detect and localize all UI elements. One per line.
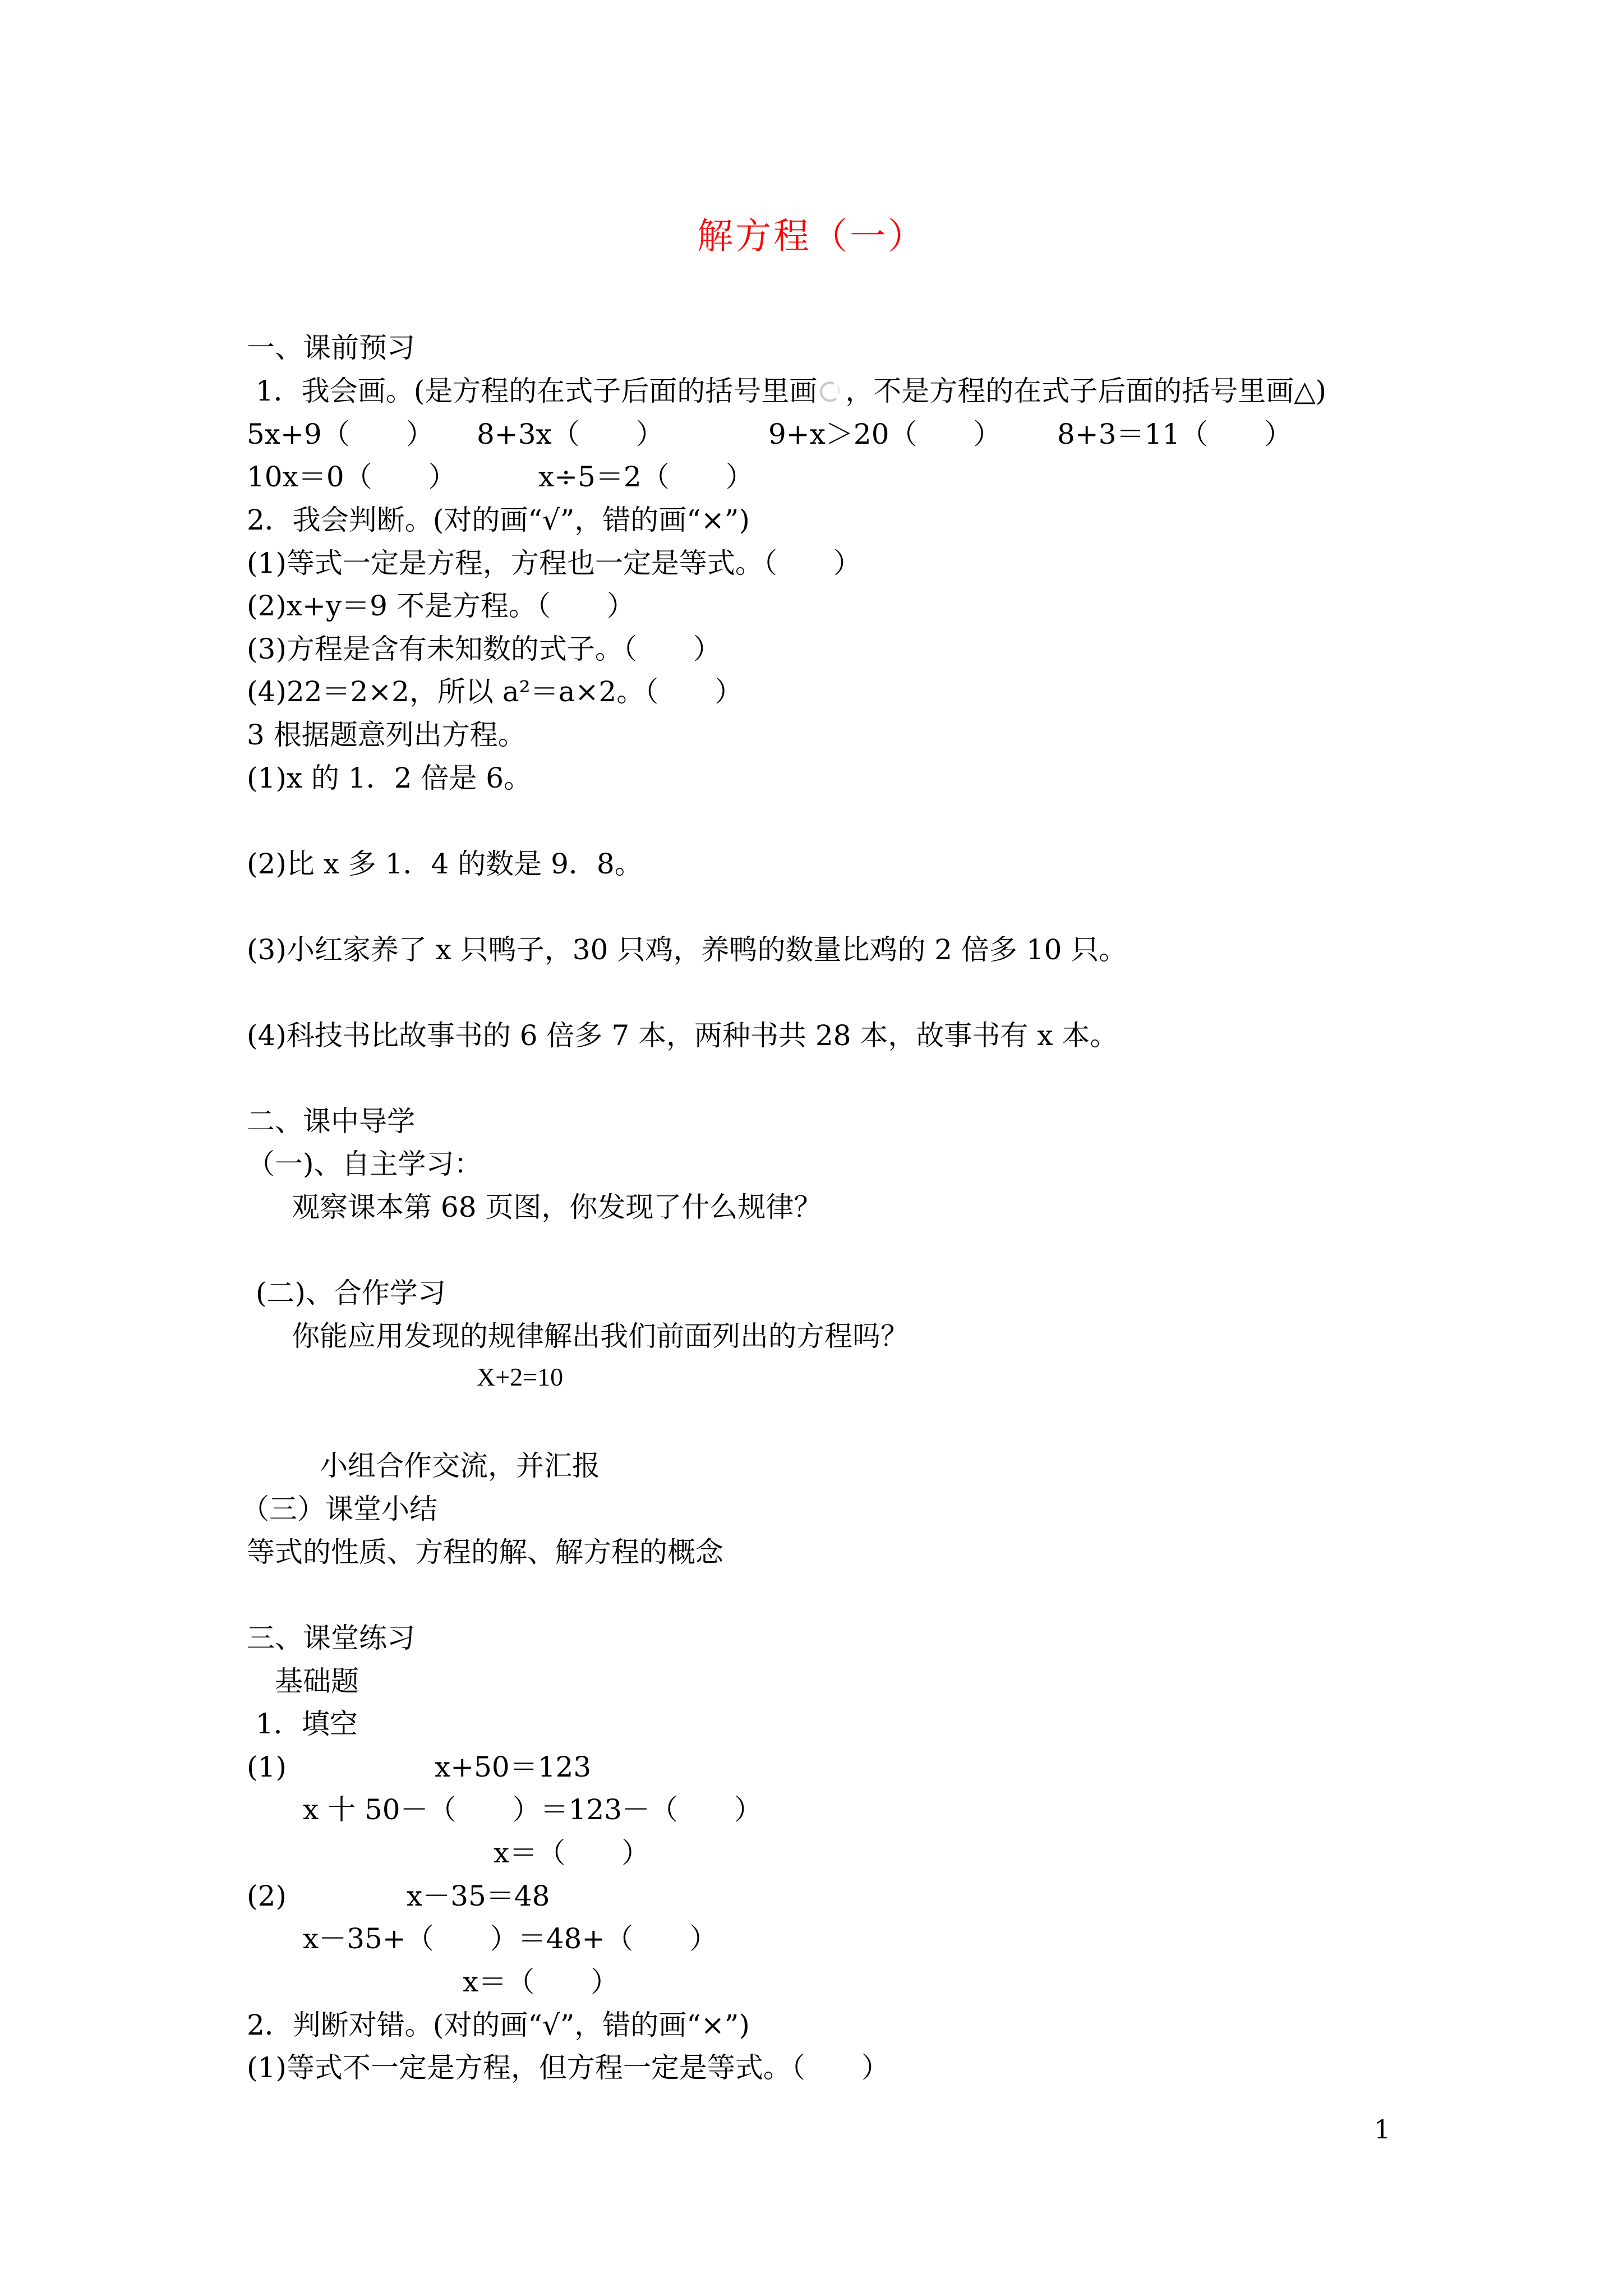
q1-expr-6: x÷5＝2（ ） <box>538 461 754 493</box>
coop-study-heading: (二)、合作学习 <box>247 1277 446 1309</box>
section-heading-preview: 一、课前预习 <box>247 332 415 364</box>
q1-expr-2: 8+3x（ ） <box>477 418 664 450</box>
self-study-text: 观察课本第 68 页图，你发现了什么规律？ <box>292 1191 822 1223</box>
summary-heading: （三）课堂小结 <box>241 1493 437 1525</box>
q3-prompt: 3 根据题意列出方程。 <box>247 719 526 751</box>
problem-2-label: (2) <box>247 1880 287 1912</box>
q2-item-4: (4)22＝2×2，所以 a²＝a×2。（ ） <box>247 675 743 708</box>
problem-2-answer: x＝（ ） <box>463 1966 619 1998</box>
q1-expr-1: 5x+9（ ） <box>247 418 434 450</box>
q1-prompt-text-2: ，不是方程的在式子后面的括号里画△) <box>845 375 1327 407</box>
q3-item-3: (3)小红家养了 x 只鸭子，30 只鸡，养鸭的数量比鸡的 2 倍多 10 只。 <box>247 933 1127 966</box>
self-study-heading: （一)、自主学习： <box>247 1148 482 1180</box>
coop-study-text: 你能应用发现的规律解出我们前面列出的方程吗？ <box>292 1320 909 1352</box>
problem-1-equation: x+50＝123 <box>435 1751 592 1783</box>
basic-heading: 基础题 <box>275 1665 359 1697</box>
problem-1-answer: x＝（ ） <box>494 1837 650 1869</box>
judge-prompt: 2．判断对错。(对的画“√”，错的画“×”) <box>247 2009 750 2041</box>
page-title: 解方程（一） <box>697 216 926 257</box>
q3-item-1: (1)x 的 1．2 倍是 6。 <box>247 762 532 794</box>
q1-expr-4: 8+3＝11（ ） <box>1057 418 1293 450</box>
fill-blank-prompt: 1．填空 <box>247 1708 358 1740</box>
judge-item-1: (1)等式不一定是方程，但方程一定是等式。（ ） <box>247 2051 889 2084</box>
group-report: 小组合作交流，并汇报 <box>320 1450 600 1482</box>
problem-2-equation: x－35＝48 <box>407 1880 550 1912</box>
q1-prompt-text: 1．我会画。(是方程的在式子后面的括号里画 <box>247 375 818 407</box>
circle-icon <box>817 380 845 403</box>
q1-expr-3: 9+x＞20（ ） <box>768 418 1002 450</box>
q3-item-2: (2)比 x 多 1．4 的数是 9．8。 <box>247 848 643 880</box>
q2-item-2: (2)x+y＝9 不是方程。（ ） <box>247 590 635 622</box>
summary-text: 等式的性质、方程的解、解方程的概念 <box>247 1536 723 1568</box>
page-number: 1 <box>1374 2114 1391 2145</box>
q2-item-3: (3)方程是含有未知数的式子。（ ） <box>247 633 721 665</box>
q3-item-4: (4)科技书比故事书的 6 倍多 7 本，两种书共 28 本，故事书有 x 本。 <box>247 1019 1118 1052</box>
q2-item-1: (1)等式一定是方程，方程也一定是等式。（ ） <box>247 547 861 579</box>
q1-expr-5: 10x＝0（ ） <box>247 461 457 493</box>
section-heading-guide: 二、课中导学 <box>247 1105 415 1138</box>
example-equation: X+2=10 <box>477 1363 564 1391</box>
section-heading-practice: 三、课堂练习 <box>247 1622 415 1654</box>
q2-prompt: 2．我会判断。(对的画“√”，错的画“×”) <box>247 504 750 536</box>
problem-1-label: (1) <box>247 1751 287 1783</box>
q1-prompt <box>247 374 1326 408</box>
problem-2-step: x－35+（ ）＝48+（ ） <box>303 1922 718 1955</box>
problem-1-step: x 十 50－（ ）＝123－（ ） <box>303 1793 763 1826</box>
